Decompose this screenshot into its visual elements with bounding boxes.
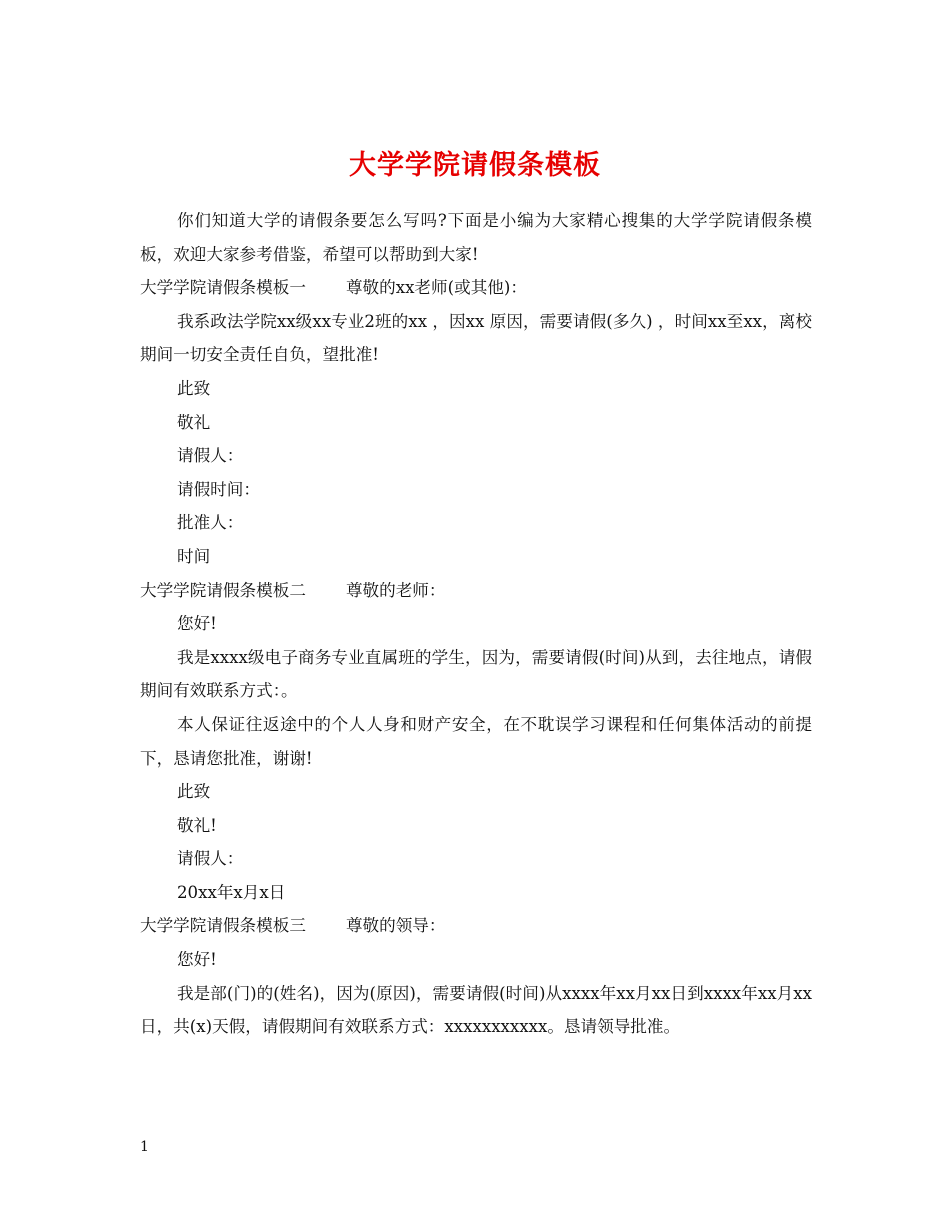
template2-body2: 本人保证往返途中的个人人身和财产安全，在不耽误学习课程和任何集体活动的前提下，恳请您批准，谢谢!	[140, 714, 812, 768]
template2-heading-line	[140, 574, 812, 608]
template2-salutation: 尊敬的老师：	[345, 580, 446, 600]
template3-heading: 大学学院请假条模板三	[140, 916, 306, 936]
template1-body: 我系政法学院xx级xx专业2班的xx ，因xx 原因，需要请假(多久) ，时间xx至xx，离校期间一切安全责任自负，望批准!	[140, 311, 812, 365]
template2-heading: 大学学院请假条模板二	[140, 580, 306, 600]
document-body	[140, 204, 812, 1044]
template1-heading-line	[140, 271, 812, 305]
template3-greeting: 您好!	[177, 950, 217, 970]
template1-closing2: 敬礼	[177, 412, 211, 432]
template1-time: 时间	[177, 546, 211, 566]
template1-closing1: 此致	[177, 378, 211, 398]
template1-approver: 批准人：	[177, 513, 244, 533]
page-number: 1	[140, 1139, 149, 1155]
template3-heading-line	[140, 909, 812, 943]
template2-date: 20xx年x月x日	[177, 882, 286, 902]
template2-greeting: 您好!	[177, 614, 217, 634]
template1-applicant: 请假人：	[177, 446, 244, 466]
template2-body1: 我是xxxx级电子商务专业直属班的学生，因为，需要请假(时间)从到，去往地点，请假期间有效联系方式：。	[140, 647, 812, 701]
template2-closing2: 敬礼!	[177, 815, 217, 835]
template1-heading: 大学学院请假条模板一	[140, 278, 306, 298]
intro-paragraph: 你们知道大学的请假条要怎么写吗?下面是小编为大家精心搜集的大学学院请假条模板，欢迎大家参考借鉴，希望可以帮助到大家!	[140, 211, 812, 264]
template2-closing1: 此致	[177, 782, 211, 802]
template3-salutation: 尊敬的领导：	[345, 916, 446, 936]
page-title: 大学学院请假条模板	[349, 150, 601, 182]
template3-body: 我是部(门)的(姓名)，因为(原因)，需要请假(时间)从xxxx年xx月xx日到xxxx年xx月xx日，共(x)天假，请假期间有效联系方式：xxxxxxxxxxx。恳请领导批准。	[140, 983, 812, 1037]
template1-salutation: 尊敬的xx老师(或其他)：	[345, 278, 527, 298]
template1-leave-time: 请假时间：	[177, 479, 260, 499]
template2-applicant: 请假人：	[177, 849, 244, 869]
